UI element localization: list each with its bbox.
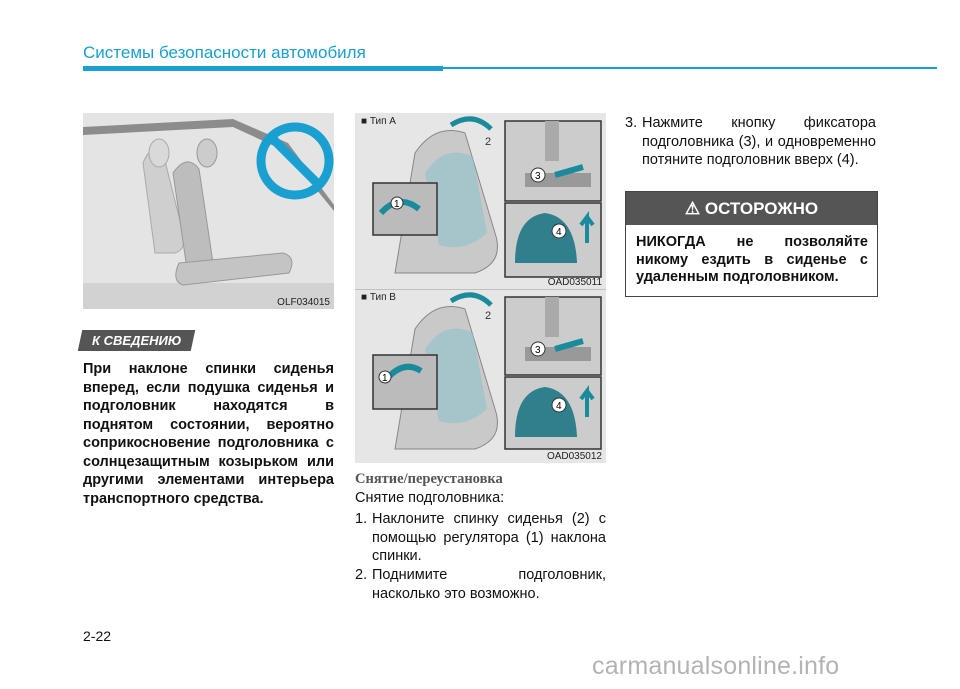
seat-fold-illustration	[83, 113, 334, 309]
caution-title: ОСТОРОЖНО	[704, 199, 819, 218]
svg-text:3: 3	[535, 171, 541, 182]
page-number: 2-22	[83, 628, 112, 644]
list-item	[355, 566, 606, 603]
watermark-text: carmanualsonline.info	[592, 652, 840, 680]
figure-code: OAD035012	[546, 451, 602, 462]
removal-section-title: Снятие/переустановка	[355, 471, 503, 487]
removal-intro: Снятие подголовника:	[355, 490, 505, 506]
svg-text:4: 4	[556, 227, 562, 238]
caution-text: НИКОГДА не позволяйте никому ездить в сиденье с удаленным подголовником.	[636, 234, 868, 285]
section-header-title: Системы безопасности автомобиля	[83, 43, 366, 62]
figure-type-a	[355, 113, 606, 289]
list-item-text: Поднимите подголовник, насколько это возможно.	[372, 567, 606, 602]
note-badge: К СВЕДЕНИЮ	[78, 330, 195, 351]
figure-type-label: ■ Тип А	[361, 116, 396, 127]
list-item-number: 2.	[355, 567, 368, 583]
svg-text:2: 2	[485, 136, 492, 148]
list-item-text: Наклоните спинку сиденья (2) с помощью регулятора (1) наклона спинки.	[372, 511, 606, 564]
warning-triangle-icon: ⚠	[684, 199, 701, 218]
list-item-text: Нажмите кнопку фиксатора подголовника (3), и одновременно потяните подголовник вверх (4).	[642, 115, 876, 168]
header-rule-thin	[443, 67, 937, 69]
figure-code: OLF034015	[277, 297, 330, 308]
svg-text:1: 1	[394, 199, 400, 210]
figure-type-label: ■ Тип В	[361, 292, 396, 303]
headrest-type-a-illustration	[355, 113, 606, 289]
header-rule-thick	[83, 66, 443, 71]
list-item	[625, 114, 876, 170]
list-item-number: 1.	[355, 511, 368, 527]
figure-seat-fold	[83, 113, 334, 309]
svg-text:1: 1	[382, 373, 388, 384]
caution-header	[626, 192, 877, 225]
list-item-number: 3.	[625, 115, 638, 131]
svg-text:4: 4	[556, 401, 562, 412]
headrest-type-b-illustration	[355, 289, 606, 463]
caution-box	[625, 191, 878, 297]
svg-text:3: 3	[535, 345, 541, 356]
figure-type-b	[355, 289, 606, 463]
note-text: При наклоне спинки сиденья вперед, если подушка сиденья и подголовник находятся в поднятом состоянии, вероятно соприкосновение подголовника с солнцезащитным козырьком или другими элементами интерьера транспортного средства.	[83, 361, 334, 507]
list-item	[355, 510, 606, 566]
svg-text:2: 2	[485, 310, 492, 322]
figure-code: OAD035011	[547, 277, 602, 288]
